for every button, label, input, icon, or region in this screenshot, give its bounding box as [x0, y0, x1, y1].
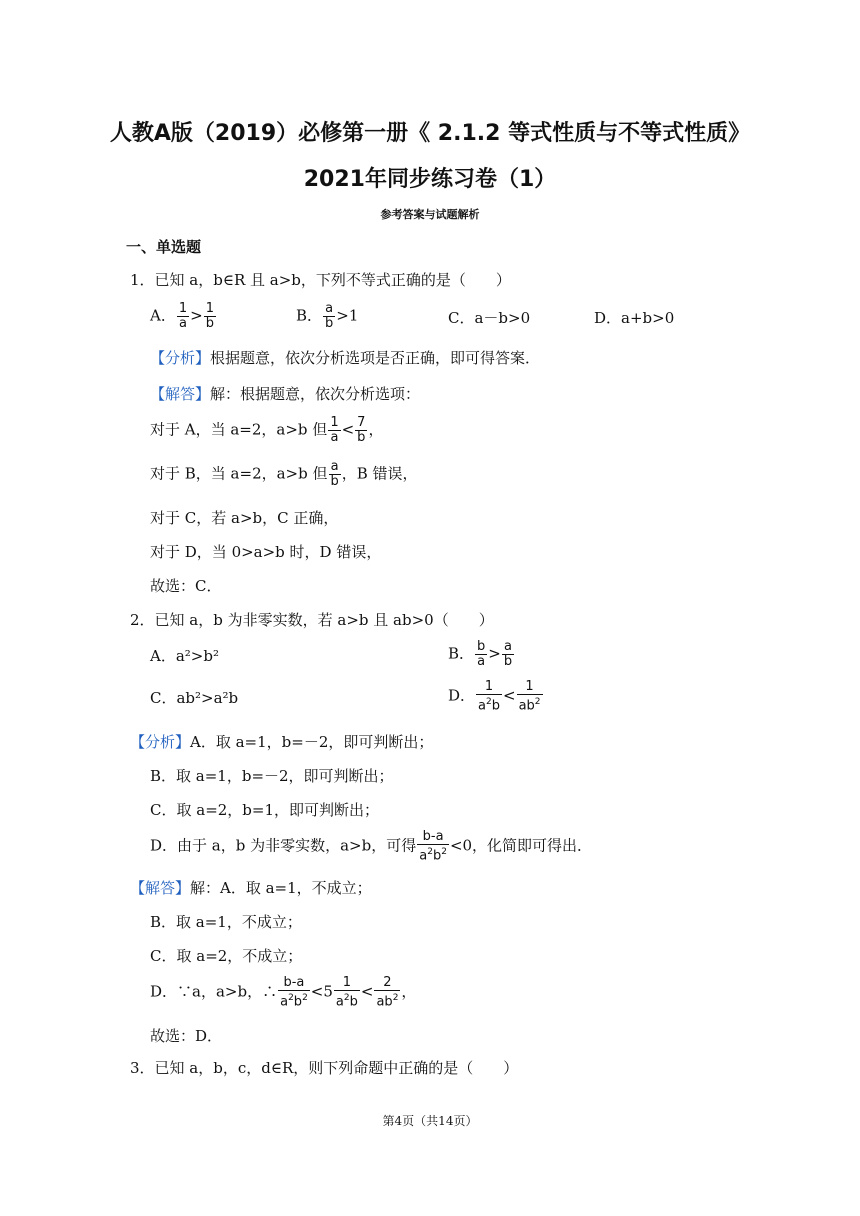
q1-line-b: 对于 B，当 a=2，a>b 但 $\frac{a}{b}$ ，B 错误，: [150, 459, 418, 489]
q1-option-a: A． $\frac{1}{a}$ > $\frac{1}{b}$: [150, 301, 214, 331]
option-label: B．: [448, 644, 475, 663]
q2-choice: 故选：D．: [150, 1027, 223, 1045]
q1-option-d: D．a+b>0: [594, 309, 675, 327]
fraction: $\frac{b}{a}$: [477, 639, 486, 669]
q1-choice: 故选：C．: [150, 577, 222, 595]
q1-line-c: 对于 C，若 a>b，C 正确，: [150, 509, 339, 527]
answer-tag: 【解答】: [150, 385, 211, 403]
fraction: $\frac{1}{a^2b}$: [478, 679, 500, 714]
fraction: $\frac{1}{b}$: [205, 301, 214, 331]
q2-analysis-b: B．取 a=1，b=－2，即可判断出；: [150, 767, 394, 785]
page-footer: 第4页（共14页）: [382, 1114, 478, 1128]
q2-analysis-d: D．由于 a，b 为非零实数，a>b，可得 $\frac{b-a}{a^2b^2}$ <0，化简即可得出．: [150, 829, 593, 864]
page-subtitle: 参考答案与试题解析: [380, 208, 480, 221]
fraction: $\frac{a}{b}$: [503, 639, 513, 669]
q2-answer-c: C．取 a=2，不成立；: [150, 947, 303, 965]
q1-answer: 【解答】解：根据题意，依次分析选项：: [150, 385, 421, 403]
q1-option-b: B． $\frac{a}{b}$ >1: [296, 301, 359, 331]
q2-answer-d: D．∵a，a>b，∴ $\frac{b-a}{a^2b^2}$ <5 $\frac{1}{a^2b}$ < $\frac{2}{ab^2}$ ，: [150, 975, 417, 1010]
q2-analysis: 【分析】A．取 a=1，b=－2，即可判断出；: [130, 733, 434, 751]
q2-option-a: A．a²>b²: [150, 647, 219, 665]
q2-analysis-c: C．取 a=2，b=1，即可判断出；: [150, 801, 380, 819]
question-3-stem: 3．已知 a，b，c，d∈R，则下列命题中正确的是（ ）: [130, 1059, 519, 1077]
fraction: $\frac{1}{a}$: [178, 301, 188, 331]
section-heading: 一、单选题: [126, 238, 202, 256]
fraction: $\frac{b-a}{a^2b^2}$: [280, 975, 308, 1010]
fraction: $\frac{a}{b}$: [325, 301, 334, 331]
q1-analysis: 【分析】根据题意，依次分析选项是否正确，即可得答案．: [150, 349, 541, 367]
answer-tag: 【解答】: [130, 879, 191, 897]
page-title: 人教A版（2019）必修第一册《 2.1.2 等式性质与不等式性质》: [109, 121, 751, 146]
analysis-tag: 【分析】: [130, 733, 191, 751]
fraction: $\frac{7}{b}$: [357, 415, 366, 445]
fraction: $\frac{b-a}{a^2b^2}$: [419, 829, 447, 864]
fraction: $\frac{1}{a^2b}$: [335, 975, 358, 1010]
fraction: $\frac{1}{a}$: [330, 415, 339, 445]
q2-option-b: B． $\frac{b}{a}$ > $\frac{a}{b}$: [448, 639, 513, 669]
q1-line-a: 对于 A，当 a=2，a>b 但 $\frac{1}{a}$ < $\frac{7}{b}$ ，: [150, 415, 384, 445]
option-label: D．: [448, 686, 476, 705]
q2-answer: 【解答】解：A．取 a=1，不成立；: [130, 879, 372, 897]
question-1-stem: 1．已知 a，b∈R 且 a>b，下列不等式正确的是（ ）: [130, 271, 511, 289]
q2-option-d: D． $\frac{1}{a^2b}$ < $\frac{1}{ab^2}$: [448, 679, 541, 714]
fraction: $\frac{2}{ab^2}$: [376, 975, 399, 1010]
fraction: $\frac{1}{ab^2}$: [518, 679, 541, 714]
analysis-tag: 【分析】: [150, 349, 211, 367]
q2-answer-b: B．取 a=1，不成立；: [150, 913, 302, 931]
page-title-line2: 2021年同步练习卷（1）: [303, 167, 557, 192]
q2-option-c: C．ab²>a²b: [150, 689, 239, 707]
q1-line-d: 对于 D，当 0>a>b 时，D 错误，: [150, 543, 382, 561]
option-label: B．: [296, 306, 323, 325]
fraction: $\frac{a}{b}$: [330, 459, 339, 489]
option-label: A．: [150, 306, 176, 325]
question-2-stem: 2．已知 a，b 为非零实数，若 a>b 且 ab>0（ ）: [130, 611, 494, 629]
q1-option-c: C．a－b>0: [448, 309, 531, 327]
